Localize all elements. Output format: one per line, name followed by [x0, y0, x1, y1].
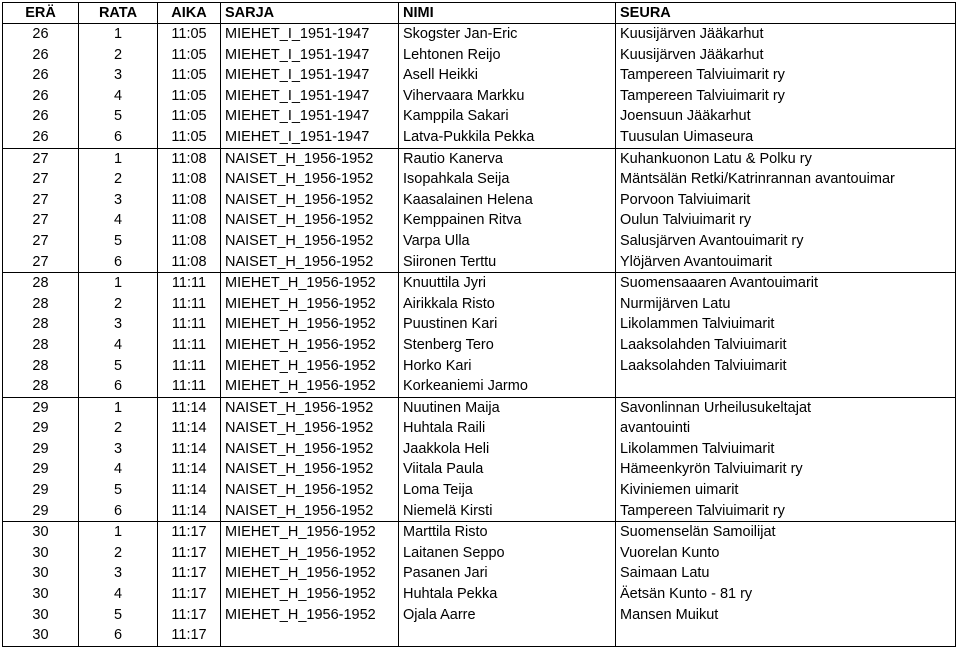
cell-era: 29	[3, 459, 79, 480]
cell-seura: Tampereen Talviuimarit ry	[616, 86, 956, 107]
cell-nimi: Laitanen Seppo	[399, 543, 616, 564]
cell-seura: Kuhankuonon Latu & Polku ry	[616, 148, 956, 169]
cell-nimi: Varpa Ulla	[399, 231, 616, 252]
cell-seura: Savonlinnan Urheilusukeltajat	[616, 397, 956, 418]
cell-aika: 11:17	[158, 543, 221, 564]
cell-nimi: Niemelä Kirsti	[399, 501, 616, 522]
cell-seura: Tampereen Talviuimarit ry	[616, 501, 956, 522]
header-row	[3, 3, 956, 24]
cell-seura: Nurmijärven Latu	[616, 294, 956, 315]
cell-seura: Hämeenkyrön Talviuimarit ry	[616, 459, 956, 480]
cell-era: 30	[3, 522, 79, 543]
cell-nimi: Airikkala Risto	[399, 294, 616, 315]
cell-seura: Suomensaaaren Avantouimarit	[616, 273, 956, 294]
cell-aika: 11:05	[158, 65, 221, 86]
cell-aika: 11:11	[158, 314, 221, 335]
cell-seura: Mäntsälän Retki/Katrinrannan avantouimar	[616, 169, 956, 190]
cell-aika: 11:17	[158, 584, 221, 605]
cell-nimi: Kaasalainen Helena	[399, 190, 616, 211]
cell-rata: 1	[79, 148, 158, 169]
cell-aika: 11:14	[158, 501, 221, 522]
cell-sarja: NAISET_H_1956-1952	[221, 169, 399, 190]
cell-sarja: MIEHET_I_1951-1947	[221, 24, 399, 45]
cell-seura: avantouinti	[616, 418, 956, 439]
cell-era: 26	[3, 106, 79, 127]
cell-sarja: NAISET_H_1956-1952	[221, 190, 399, 211]
table-row	[3, 169, 956, 190]
cell-era: 29	[3, 418, 79, 439]
cell-era: 26	[3, 24, 79, 45]
cell-era: 27	[3, 231, 79, 252]
cell-sarja: MIEHET_I_1951-1947	[221, 106, 399, 127]
cell-era: 28	[3, 273, 79, 294]
cell-rata: 2	[79, 418, 158, 439]
cell-rata: 5	[79, 231, 158, 252]
cell-seura: Tuusulan Uimaseura	[616, 127, 956, 148]
cell-aika: 11:14	[158, 418, 221, 439]
cell-era: 26	[3, 65, 79, 86]
cell-era: 30	[3, 605, 79, 626]
cell-aika: 11:17	[158, 625, 221, 646]
cell-aika: 11:11	[158, 273, 221, 294]
cell-seura	[616, 376, 956, 397]
table-row	[3, 86, 956, 107]
cell-rata: 3	[79, 439, 158, 460]
cell-seura: Likolammen Talviuimarit	[616, 439, 956, 460]
cell-era: 26	[3, 45, 79, 66]
cell-era: 28	[3, 314, 79, 335]
cell-era: 27	[3, 252, 79, 273]
table-row	[3, 190, 956, 211]
table-row	[3, 501, 956, 522]
cell-nimi: Skogster Jan-Eric	[399, 24, 616, 45]
cell-rata: 6	[79, 501, 158, 522]
cell-aika: 11:05	[158, 106, 221, 127]
table-header	[3, 3, 956, 24]
header-sarja: SARJA	[221, 3, 399, 24]
table-row	[3, 127, 956, 148]
cell-aika: 11:05	[158, 45, 221, 66]
cell-seura: Saimaan Latu	[616, 563, 956, 584]
table-row	[3, 106, 956, 127]
cell-rata: 5	[79, 356, 158, 377]
cell-sarja: MIEHET_H_1956-1952	[221, 522, 399, 543]
table-row	[3, 294, 956, 315]
cell-seura	[616, 625, 956, 646]
cell-aika: 11:11	[158, 335, 221, 356]
cell-aika: 11:08	[158, 210, 221, 231]
cell-rata: 5	[79, 480, 158, 501]
cell-aika: 11:08	[158, 190, 221, 211]
cell-aika: 11:17	[158, 563, 221, 584]
cell-nimi: Rautio Kanerva	[399, 148, 616, 169]
cell-aika: 11:17	[158, 522, 221, 543]
table-row	[3, 273, 956, 294]
table-row	[3, 543, 956, 564]
cell-nimi: Nuutinen Maija	[399, 397, 616, 418]
cell-nimi: Korkeaniemi Jarmo	[399, 376, 616, 397]
cell-nimi: Vihervaara Markku	[399, 86, 616, 107]
cell-aika: 11:11	[158, 356, 221, 377]
cell-aika: 11:11	[158, 294, 221, 315]
cell-sarja: NAISET_H_1956-1952	[221, 210, 399, 231]
cell-seura: Äetsän Kunto - 81 ry	[616, 584, 956, 605]
schedule-table-wrapper	[2, 2, 956, 647]
cell-sarja: MIEHET_H_1956-1952	[221, 356, 399, 377]
cell-era: 29	[3, 480, 79, 501]
table-row	[3, 522, 956, 543]
header-nimi: NIMI	[399, 3, 616, 24]
cell-era: 27	[3, 148, 79, 169]
cell-sarja: NAISET_H_1956-1952	[221, 439, 399, 460]
cell-sarja: MIEHET_I_1951-1947	[221, 127, 399, 148]
cell-sarja: MIEHET_H_1956-1952	[221, 273, 399, 294]
cell-era: 27	[3, 210, 79, 231]
cell-rata: 6	[79, 127, 158, 148]
table-row	[3, 584, 956, 605]
cell-seura: Ylöjärven Avantouimarit	[616, 252, 956, 273]
cell-seura: Laaksolahden Talviuimarit	[616, 356, 956, 377]
table-row	[3, 356, 956, 377]
cell-aika: 11:08	[158, 169, 221, 190]
cell-sarja: NAISET_H_1956-1952	[221, 231, 399, 252]
cell-era: 30	[3, 625, 79, 646]
cell-era: 27	[3, 190, 79, 211]
cell-aika: 11:08	[158, 231, 221, 252]
header-aika: AIKA	[158, 3, 221, 24]
cell-sarja: NAISET_H_1956-1952	[221, 148, 399, 169]
cell-nimi: Horko Kari	[399, 356, 616, 377]
cell-seura: Joensuun Jääkarhut	[616, 106, 956, 127]
cell-nimi	[399, 625, 616, 646]
cell-era: 26	[3, 127, 79, 148]
cell-rata: 2	[79, 45, 158, 66]
cell-aika: 11:05	[158, 86, 221, 107]
cell-seura: Kuusijärven Jääkarhut	[616, 24, 956, 45]
header-rata: RATA	[79, 3, 158, 24]
cell-era: 28	[3, 356, 79, 377]
cell-nimi: Loma Teija	[399, 480, 616, 501]
table-row	[3, 252, 956, 273]
cell-seura: Kiviniemen uimarit	[616, 480, 956, 501]
cell-nimi: Latva-Pukkila Pekka	[399, 127, 616, 148]
cell-nimi: Pasanen Jari	[399, 563, 616, 584]
cell-sarja: MIEHET_H_1956-1952	[221, 335, 399, 356]
cell-nimi: Asell Heikki	[399, 65, 616, 86]
cell-sarja: NAISET_H_1956-1952	[221, 459, 399, 480]
cell-sarja: NAISET_H_1956-1952	[221, 480, 399, 501]
cell-nimi: Puustinen Kari	[399, 314, 616, 335]
table-row	[3, 563, 956, 584]
cell-aika: 11:14	[158, 397, 221, 418]
table-row	[3, 24, 956, 45]
header-era: ERÄ	[3, 3, 79, 24]
cell-seura: Suomenselän Samoilijat	[616, 522, 956, 543]
cell-nimi: Kamppila Sakari	[399, 106, 616, 127]
cell-era: 29	[3, 501, 79, 522]
cell-nimi: Stenberg Tero	[399, 335, 616, 356]
cell-rata: 4	[79, 459, 158, 480]
cell-aika: 11:08	[158, 252, 221, 273]
table-row	[3, 45, 956, 66]
table-row	[3, 418, 956, 439]
cell-aika: 11:14	[158, 459, 221, 480]
table-row	[3, 148, 956, 169]
cell-sarja: NAISET_H_1956-1952	[221, 418, 399, 439]
table-row	[3, 397, 956, 418]
cell-nimi: Knuuttila Jyri	[399, 273, 616, 294]
cell-sarja: MIEHET_H_1956-1952	[221, 584, 399, 605]
cell-seura: Kuusijärven Jääkarhut	[616, 45, 956, 66]
cell-rata: 4	[79, 86, 158, 107]
table-row	[3, 459, 956, 480]
cell-nimi: Lehtonen Reijo	[399, 45, 616, 66]
cell-era: 30	[3, 543, 79, 564]
cell-rata: 3	[79, 563, 158, 584]
cell-era: 29	[3, 397, 79, 418]
cell-aika: 11:05	[158, 127, 221, 148]
table-body	[3, 24, 956, 647]
cell-sarja: MIEHET_H_1956-1952	[221, 314, 399, 335]
cell-nimi: Ojala Aarre	[399, 605, 616, 626]
table-row	[3, 625, 956, 646]
cell-era: 28	[3, 294, 79, 315]
cell-era: 28	[3, 335, 79, 356]
cell-nimi: Marttila Risto	[399, 522, 616, 543]
cell-rata: 1	[79, 522, 158, 543]
cell-rata: 4	[79, 584, 158, 605]
cell-aika: 11:14	[158, 480, 221, 501]
cell-rata: 3	[79, 65, 158, 86]
cell-rata: 4	[79, 335, 158, 356]
cell-aika: 11:14	[158, 439, 221, 460]
cell-sarja: MIEHET_H_1956-1952	[221, 563, 399, 584]
table-row	[3, 605, 956, 626]
cell-seura: Tampereen Talviuimarit ry	[616, 65, 956, 86]
cell-seura: Likolammen Talviuimarit	[616, 314, 956, 335]
cell-nimi: Kemppainen Ritva	[399, 210, 616, 231]
cell-seura: Oulun Talviuimarit ry	[616, 210, 956, 231]
cell-seura: Mansen Muikut	[616, 605, 956, 626]
cell-era: 26	[3, 86, 79, 107]
cell-seura: Salusjärven Avantouimarit ry	[616, 231, 956, 252]
cell-nimi: Huhtala Pekka	[399, 584, 616, 605]
table-row	[3, 480, 956, 501]
cell-aika: 11:17	[158, 605, 221, 626]
cell-sarja: MIEHET_H_1956-1952	[221, 543, 399, 564]
header-seura: SEURA	[616, 3, 956, 24]
cell-nimi: Isopahkala Seija	[399, 169, 616, 190]
cell-sarja: MIEHET_I_1951-1947	[221, 65, 399, 86]
cell-rata: 6	[79, 376, 158, 397]
cell-rata: 3	[79, 314, 158, 335]
cell-rata: 5	[79, 106, 158, 127]
cell-sarja: NAISET_H_1956-1952	[221, 501, 399, 522]
heat-schedule-table	[2, 2, 956, 647]
cell-rata: 1	[79, 273, 158, 294]
cell-nimi: Viitala Paula	[399, 459, 616, 480]
cell-rata: 1	[79, 24, 158, 45]
cell-rata: 6	[79, 625, 158, 646]
cell-era: 30	[3, 563, 79, 584]
cell-rata: 2	[79, 169, 158, 190]
cell-rata: 3	[79, 190, 158, 211]
cell-rata: 6	[79, 252, 158, 273]
cell-rata: 2	[79, 294, 158, 315]
cell-era: 29	[3, 439, 79, 460]
table-row	[3, 65, 956, 86]
cell-aika: 11:11	[158, 376, 221, 397]
cell-rata: 5	[79, 605, 158, 626]
cell-era: 28	[3, 376, 79, 397]
cell-nimi: Jaakkola Heli	[399, 439, 616, 460]
cell-nimi: Huhtala Raili	[399, 418, 616, 439]
cell-rata: 1	[79, 397, 158, 418]
cell-sarja: MIEHET_I_1951-1947	[221, 45, 399, 66]
cell-nimi: Siironen Terttu	[399, 252, 616, 273]
cell-sarja: NAISET_H_1956-1952	[221, 252, 399, 273]
cell-sarja: MIEHET_H_1956-1952	[221, 294, 399, 315]
cell-sarja	[221, 625, 399, 646]
cell-aika: 11:08	[158, 148, 221, 169]
table-row	[3, 314, 956, 335]
table-row	[3, 231, 956, 252]
cell-sarja: MIEHET_H_1956-1952	[221, 605, 399, 626]
cell-sarja: NAISET_H_1956-1952	[221, 397, 399, 418]
cell-era: 30	[3, 584, 79, 605]
cell-sarja: MIEHET_H_1956-1952	[221, 376, 399, 397]
table-row	[3, 335, 956, 356]
table-row	[3, 439, 956, 460]
cell-rata: 4	[79, 210, 158, 231]
cell-aika: 11:05	[158, 24, 221, 45]
table-row	[3, 210, 956, 231]
cell-era: 27	[3, 169, 79, 190]
cell-seura: Laaksolahden Talviuimarit	[616, 335, 956, 356]
cell-sarja: MIEHET_I_1951-1947	[221, 86, 399, 107]
cell-seura: Porvoon Talviuimarit	[616, 190, 956, 211]
cell-rata: 2	[79, 543, 158, 564]
cell-seura: Vuorelan Kunto	[616, 543, 956, 564]
table-row	[3, 376, 956, 397]
